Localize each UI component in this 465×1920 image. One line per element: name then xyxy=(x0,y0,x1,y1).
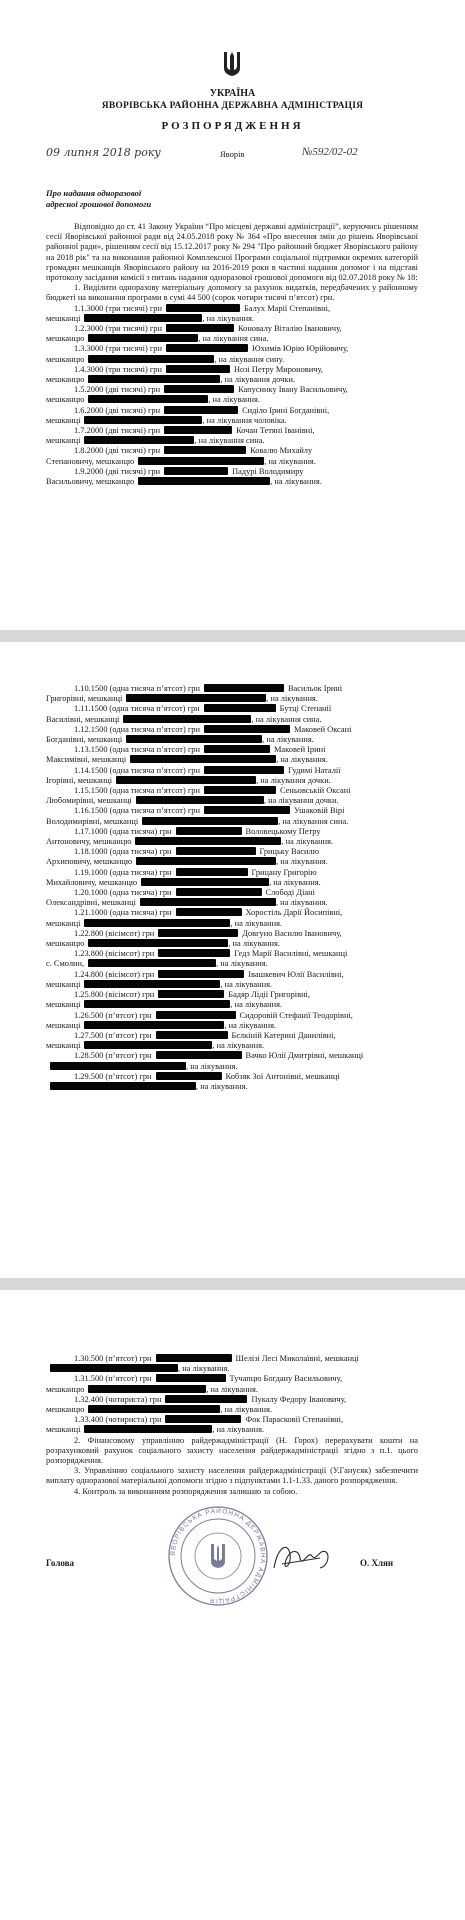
redacted-block xyxy=(204,745,270,753)
redacted-block xyxy=(88,959,216,967)
allocation-item xyxy=(46,990,418,1010)
allocation-purpose: , на лікування дочки. xyxy=(263,796,339,806)
allocation-amount: 1.13.1500 (одна тисяча п’ятсот) грн xyxy=(74,745,200,755)
allocation-purpose: , на лікування сина. xyxy=(251,714,322,724)
redacted-block xyxy=(164,385,234,393)
recipient-residence-label: мешканці xyxy=(46,979,81,989)
redacted-block xyxy=(176,847,256,855)
trident-emblem-icon xyxy=(222,50,242,78)
allocation-purpose: , на лікування. xyxy=(208,395,260,405)
allocation-item xyxy=(46,868,418,888)
allocation-item xyxy=(46,1072,418,1092)
allocation-item xyxy=(46,827,418,847)
allocation-amount: 1.31.500 (п’ятсот) грн xyxy=(74,1374,152,1384)
redacted-block xyxy=(176,908,242,916)
allocation-amount: 1.12.1500 (одна тисяча п’ятсот) грн xyxy=(74,724,200,734)
allocation-purpose: , на лікування. xyxy=(269,877,321,887)
redacted-block xyxy=(84,1425,212,1433)
recipient-residence-label: Степановичу, мешканцю xyxy=(46,456,135,466)
allocation-amount: 1.5.2000 (дві тисячі) грн xyxy=(74,385,161,395)
allocation-item xyxy=(46,929,418,949)
redacted-block xyxy=(176,888,262,896)
allocation-purpose: , на лікування. xyxy=(186,1061,238,1071)
allocation-purpose: , на лікування. xyxy=(196,1081,248,1091)
recipient-residence-label: мешканцю xyxy=(46,375,85,385)
allocation-amount: 1.3.3000 (три тисячі) грн xyxy=(74,344,162,354)
allocation-amount: 1.30.500 (п’ятсот) грн xyxy=(74,1354,152,1363)
point-3: 3. Управлінню соціального захисту населення райдержадміністрації (У.Ганусяк) забезпечити виплату одноразової матеріальної допомоги згідно з підпунктами 1.1-1.33. даного розпорядження. xyxy=(46,1466,418,1486)
allocation-amount: 1.14.1500 (одна тисяча п’ятсот) грн xyxy=(74,765,200,775)
redacted-block xyxy=(164,467,228,475)
allocation-purpose: , на лікування. xyxy=(276,857,328,867)
allocation-purpose: , на лікування. xyxy=(230,918,283,928)
allocation-amount: 1.27.500 (п’ятсот) грн xyxy=(74,1030,152,1040)
redacted-block xyxy=(166,344,248,352)
intro-paragraph: Відповідно до ст. 41 Закону України “Про місцеві державні адміністрації”, керуючись рішенням сесії Яворівської районної ради від 24.05.2018 року № 364 «Про внесення змін до рішень Яворівської районної ради», рішенням сесії від 15.12.2017 року № 294 "Про районний бюджет Яворівського району на 2018 рік" та на виконання районної Комплексної Програми соціальної підтримки окремих категорій громадян мешканців Яворівського району на 2016-2019 роки в частині надання допомог і на підставі протоколу засідання комісії з питань надання одноразової грошової допомоги від 02.07.2018 року № 18: xyxy=(46,222,418,283)
recipient-name: Кобзяк Зої Антонівні, мешканці xyxy=(225,1071,340,1081)
redacted-block xyxy=(84,1041,212,1049)
recipient-residence-label: мешканцю xyxy=(46,939,85,949)
redacted-block xyxy=(204,766,284,774)
handwritten-signature xyxy=(268,1538,338,1578)
allocation-amount: 1.15.1500 (одна тисяча п’ятсот) грн xyxy=(74,786,200,796)
allocation-purpose: , на лікування дочки. xyxy=(220,375,296,385)
allocation-item xyxy=(46,725,418,745)
redacted-block xyxy=(84,436,194,444)
recipient-residence-label: Архиповичу, мешканцю xyxy=(46,857,133,867)
recipient-name: Вачко Юлії Дмитрівні, мешканці xyxy=(245,1051,364,1061)
recipient-residence-label: Любомирівні, мешканці xyxy=(46,796,132,806)
recipient-name: Бадяр Лідії Григорівні, xyxy=(228,990,310,1000)
recipient-name: Довгуно Василю Івановичу, xyxy=(242,928,342,938)
allocation-purpose: , на лікування. xyxy=(220,979,273,989)
redacted-block xyxy=(204,786,276,794)
redacted-block xyxy=(204,725,290,733)
doc-date: 09 липня 2018 року xyxy=(46,146,161,159)
allocation-item xyxy=(46,806,418,826)
body-text-page-2 xyxy=(46,684,418,1092)
recipient-name: Грицьку Василю xyxy=(259,847,319,857)
recipient-name: Кочан Тетяні Іванівні, xyxy=(236,426,315,436)
doc-city: Яворів xyxy=(220,149,245,159)
recipient-name: Івашкевич Юлії Василівні, xyxy=(248,969,344,979)
allocation-purpose: , на лікування. xyxy=(230,1000,283,1010)
allocation-item xyxy=(46,949,418,969)
redacted-block xyxy=(204,806,290,814)
allocation-purpose: , на лікування. xyxy=(212,1041,265,1051)
redacted-block xyxy=(176,827,242,835)
redacted-block xyxy=(136,796,264,804)
allocation-purpose: , на лікування. xyxy=(224,1020,277,1030)
allocation-amount: 1.25.800 (вісімсот) грн xyxy=(74,990,155,1000)
allocation-item xyxy=(46,970,418,990)
redacted-block xyxy=(88,334,198,342)
recipient-residence-label: мешканцю xyxy=(46,1384,85,1394)
recipient-name: Тучапцю Богдану Васильовичу, xyxy=(229,1374,343,1384)
doc-type-title: РОЗПОРЯДЖЕННЯ xyxy=(161,120,304,132)
point-2: 2. Фінансовому управлінню райдержадміністрації (Н. Горох) перерахувати кошти на розрахунковий рахунок соціального захисту населення райдержадміністрації згідно з п.1. цього розпорядження. xyxy=(46,1435,418,1466)
country-title: УКРАЇНА xyxy=(209,88,256,99)
subject xyxy=(46,188,151,210)
allocation-amount: 1.11.1500 (одна тисяча п’ятсот) грн xyxy=(74,704,200,714)
allocation-purpose: , на лікування. xyxy=(264,456,316,466)
allocation-item xyxy=(46,847,418,867)
recipient-residence-label: мешканці xyxy=(46,1041,81,1051)
redacted-block xyxy=(164,406,238,414)
allocation-list-page-2 xyxy=(46,684,418,1092)
allocation-amount: 1.17.1000 (одна тисяча) грн xyxy=(74,826,172,836)
allocation-purpose: , на лікування. xyxy=(270,477,322,487)
recipient-name: Слободі Діані xyxy=(265,888,315,898)
redacted-block xyxy=(88,375,220,383)
redacted-block xyxy=(140,898,276,906)
redacted-block xyxy=(138,477,270,485)
redacted-block xyxy=(158,929,238,937)
recipient-residence-label: мешканці xyxy=(46,1000,81,1010)
allocation-purpose: , на лікування. xyxy=(212,1425,265,1435)
allocation-amount: 1.9.2000 (дві тисячі) грн xyxy=(74,466,161,476)
redacted-block xyxy=(84,314,202,322)
document-page-3 xyxy=(0,1290,465,1920)
allocation-list-page-3 xyxy=(46,1354,418,1436)
redacted-block xyxy=(166,365,230,373)
document-page-2 xyxy=(0,642,465,1278)
recipient-name: Нозі Петру Мироновичу, xyxy=(233,364,323,374)
allocation-item xyxy=(46,1051,418,1071)
allocation-amount: 1.10.1500 (одна тисяча п’ятсот) грн xyxy=(74,684,200,693)
redacted-block xyxy=(165,1395,247,1403)
recipient-name: Бутці Степанії xyxy=(279,704,332,714)
recipient-name: Сидоровій Стефанії Теодорівні, xyxy=(239,1010,353,1020)
recipient-name: Сиділо Ірині Богданівні, xyxy=(242,405,330,415)
allocation-item xyxy=(46,704,418,724)
recipient-residence-label: Олександрівні, мешканці xyxy=(46,898,136,908)
signature-title: Голова xyxy=(46,1558,75,1568)
redacted-block xyxy=(88,939,228,947)
recipient-name: Ушаковій Вірі xyxy=(293,806,345,816)
redacted-block xyxy=(204,684,284,692)
recipient-name: Васильок Ірині xyxy=(287,684,343,693)
allocation-purpose: , на лікування. xyxy=(281,837,334,847)
recipient-residence-label: Богданівні, мешканці xyxy=(46,735,123,745)
allocation-amount: 1.8.2000 (дві тисячі) грн xyxy=(74,446,161,456)
allocation-amount: 1.2.3000 (три тисячі) грн xyxy=(74,324,162,334)
authority-title: ЯВОРІВСЬКА РАЙОННА ДЕРЖАВНА АДМІНІСТРАЦІЯ xyxy=(101,101,364,111)
redacted-block xyxy=(88,1385,206,1393)
recipient-name: Маковей Ірині xyxy=(273,745,326,755)
official-stamp xyxy=(166,1504,270,1608)
body-text-page-3 xyxy=(46,1354,418,1497)
recipient-residence-label: мешканцю xyxy=(46,334,85,344)
allocation-item xyxy=(46,766,418,786)
recipient-name: Маковей Оксані xyxy=(293,724,352,734)
recipient-residence-label: Володимирівні, мешканці xyxy=(46,816,139,826)
redacted-block xyxy=(88,395,208,403)
allocation-amount: 1.28.500 (п’ятсот) грн xyxy=(74,1051,152,1061)
redacted-block xyxy=(84,1000,230,1008)
allocation-item xyxy=(46,1011,418,1031)
redacted-block xyxy=(164,446,246,454)
redacted-block xyxy=(50,1364,178,1372)
allocation-amount: 1.29.500 (п’ятсот) грн xyxy=(74,1071,152,1081)
recipient-name: Грицану Григорію xyxy=(251,867,317,877)
allocation-item xyxy=(46,1395,418,1415)
allocation-purpose: , на лікування. xyxy=(206,1384,258,1394)
recipient-name: Юхимів Юрію Юрійовичу, xyxy=(251,344,349,354)
recipient-residence-label: мешканці xyxy=(46,1020,81,1030)
allocation-amount: 1.6.2000 (дві тисячі) грн xyxy=(74,405,161,415)
allocation-item xyxy=(46,1415,418,1435)
redacted-block xyxy=(84,1021,224,1029)
redacted-block xyxy=(158,970,244,978)
recipient-residence-label: мешканці xyxy=(46,415,81,425)
redacted-block xyxy=(156,1051,242,1059)
allocation-item xyxy=(46,426,418,446)
allocation-amount: 1.21.1000 (одна тисяча) грн xyxy=(74,908,172,918)
redacted-block xyxy=(88,355,214,363)
allocation-item xyxy=(46,406,418,426)
redacted-block xyxy=(84,416,202,424)
redacted-block xyxy=(84,980,220,988)
allocation-item xyxy=(46,446,418,466)
allocation-purpose: , на лікування. xyxy=(275,898,328,908)
allocation-item xyxy=(46,1354,418,1374)
recipient-name: Балух Марії Степанівні, xyxy=(243,303,331,313)
point-1: 1. Виділити одноразову матеріальну допомогу за рахунок видатків, передбачених у районному бюджеті на виконання програми в сумі 44 500 (сорок чотири тисячі п’ятсот) грн. xyxy=(46,283,418,303)
allocation-purpose: , на лікування. xyxy=(266,694,318,704)
recipient-residence-label: Антоновичу, мешканцю xyxy=(46,837,132,847)
allocation-item xyxy=(46,324,418,344)
recipient-name: Капусинку Івану Васильовичу, xyxy=(238,385,348,395)
subject-line-2: адресної грошової допомоги xyxy=(46,199,152,209)
allocation-item xyxy=(46,365,418,385)
recipient-name: Бєлкіній Катерині Данилівні, xyxy=(231,1030,336,1040)
allocation-amount: 1.16.1500 (одна тисяча п’ятсот) грн xyxy=(74,806,200,816)
redacted-block xyxy=(166,324,234,332)
allocation-purpose: , на лікування сину. xyxy=(214,354,285,364)
allocation-amount: 1.18.1000 (одна тисяча) грн xyxy=(74,847,172,857)
recipient-residence-label: с. Смолин, xyxy=(46,959,85,969)
allocation-purpose: , на лікування чоловіка. xyxy=(202,415,287,425)
allocation-purpose: , на лікування сина. xyxy=(198,334,269,344)
recipient-name: Хоростіль Дарії Йосипівні, xyxy=(245,908,343,918)
allocation-purpose: , на лікування. xyxy=(220,1405,272,1415)
recipient-name: Воловецькому Петру xyxy=(245,826,321,836)
redacted-block xyxy=(176,868,248,876)
body-text-page-1 xyxy=(46,222,418,487)
allocation-item xyxy=(46,1374,418,1394)
allocation-purpose: , на лікування дочки. xyxy=(256,775,331,785)
allocation-purpose: , на лікування. xyxy=(276,755,328,765)
redacted-block xyxy=(166,304,240,312)
redacted-block xyxy=(141,878,269,886)
recipient-residence-label: Михайловичу, мешканцю xyxy=(46,877,138,887)
doc-number: №592/02-02 xyxy=(302,146,358,158)
recipient-residence-label: мешканці xyxy=(46,918,81,928)
recipient-residence-label: мешканцю xyxy=(46,1405,85,1415)
document-page-1 xyxy=(0,0,465,630)
allocation-purpose: , на лікування сина. xyxy=(194,436,265,446)
allocation-amount: 1.33.400 (чотириста) грн xyxy=(74,1415,162,1425)
redacted-block xyxy=(84,919,230,927)
redacted-block xyxy=(156,1374,226,1382)
recipient-residence-label: мешканцю xyxy=(46,395,85,405)
stamp-text: ЯВОРІВСЬКА РАЙОННА ДЕРЖАВНА АДМІНІСТРАЦІЯ xyxy=(169,1507,267,1605)
subject-line-1: Про надання одноразової xyxy=(46,188,142,198)
redacted-block xyxy=(126,735,262,743)
redacted-block xyxy=(204,704,276,712)
allocation-purpose: , на лікування. xyxy=(202,313,255,323)
redacted-block xyxy=(130,755,276,763)
allocation-item xyxy=(46,888,418,908)
redacted-block xyxy=(156,1354,232,1362)
allocation-purpose: , на лікування. xyxy=(262,735,314,745)
recipient-residence-label: мешканці xyxy=(46,313,81,323)
allocation-item xyxy=(46,385,418,405)
recipient-residence-label: Максимівні, мешканці xyxy=(46,755,127,765)
allocation-amount: 1.7.2000 (дві тисячі) грн xyxy=(74,426,161,436)
recipient-name: Фок Парасковії Степанівні, xyxy=(245,1415,344,1425)
redacted-block xyxy=(116,776,256,784)
recipient-residence-label: Григорівні, мешканці xyxy=(46,694,123,704)
signature-name: О. Хлян xyxy=(360,1558,394,1568)
allocation-amount: 1.22.800 (вісімсот) грн xyxy=(74,928,155,938)
allocation-item xyxy=(46,745,418,765)
redacted-block xyxy=(156,1011,236,1019)
allocation-item xyxy=(46,467,418,487)
redacted-block xyxy=(165,1415,241,1423)
allocation-purpose: , на лікування. xyxy=(228,939,280,949)
allocation-item xyxy=(46,908,418,928)
recipient-residence-label: Васильовичу, мешканцю xyxy=(46,477,135,487)
allocation-item xyxy=(46,1031,418,1051)
allocation-amount: 1.19.1000 (одна тисяча) грн xyxy=(74,867,172,877)
allocation-amount: 1.26.500 (п’ятсот) грн xyxy=(74,1010,152,1020)
redacted-block xyxy=(156,1031,228,1039)
recipient-residence-label: мешканці xyxy=(46,436,81,446)
allocation-list-page-1 xyxy=(46,304,418,488)
redacted-block xyxy=(158,949,230,957)
redacted-block xyxy=(158,990,224,998)
redacted-block xyxy=(156,1072,222,1080)
redacted-block xyxy=(88,1405,220,1413)
allocation-purpose: , на лікування. xyxy=(178,1364,230,1374)
redacted-block xyxy=(123,715,251,723)
allocation-item xyxy=(46,786,418,806)
recipient-name: Гудимі Наталії xyxy=(287,765,341,775)
allocation-amount: 1.32.400 (чотириста) грн xyxy=(74,1394,162,1404)
recipient-residence-label: мешканцю xyxy=(46,354,85,364)
allocation-item xyxy=(46,304,418,324)
redacted-block xyxy=(142,817,278,825)
recipient-name: Шелізі Лесі Миколаївні, мешканці xyxy=(235,1354,359,1363)
allocation-purpose: , на лікування сина. xyxy=(278,816,349,826)
allocation-purpose: , на лікування. xyxy=(216,959,268,969)
allocation-amount: 1.24.800 (вісімсот) грн xyxy=(74,969,155,979)
recipient-name: Падурі Володимиру xyxy=(232,466,304,476)
redacted-block xyxy=(138,457,264,465)
point-4: 4. Контроль за виконанням розпорядження залишаю за собою. xyxy=(74,1486,298,1496)
redacted-block xyxy=(135,837,281,845)
redacted-block xyxy=(50,1062,186,1070)
redacted-block xyxy=(164,426,232,434)
redacted-block xyxy=(126,694,266,702)
recipient-name: Пукалу Федору Івановичу, xyxy=(251,1394,347,1404)
redacted-block xyxy=(136,857,276,865)
allocation-amount: 1.1.3000 (три тисячі) грн xyxy=(74,303,162,313)
recipient-name: Коновалу Віталію Івановичу, xyxy=(237,324,342,334)
allocation-amount: 1.23.800 (вісімсот) грн xyxy=(74,949,155,959)
recipient-name: Ковалю Михайлу xyxy=(250,446,313,456)
recipient-residence-label: мешканці xyxy=(46,1425,81,1435)
recipient-name: Гедз Марії Василівні, мешканці xyxy=(234,949,348,959)
redacted-block xyxy=(50,1082,196,1090)
allocation-amount: 1.20.1000 (одна тисяча) грн xyxy=(74,888,172,898)
allocation-item xyxy=(46,684,418,704)
allocation-item xyxy=(46,344,418,364)
recipient-name: Сеньовській Оксані xyxy=(279,786,351,796)
recipient-residence-label: Ігорівні, мешканці xyxy=(46,775,113,785)
allocation-amount: 1.4.3000 (три тисячі) грн xyxy=(74,364,162,374)
recipient-residence-label: Василівні, мешканці xyxy=(46,714,120,724)
